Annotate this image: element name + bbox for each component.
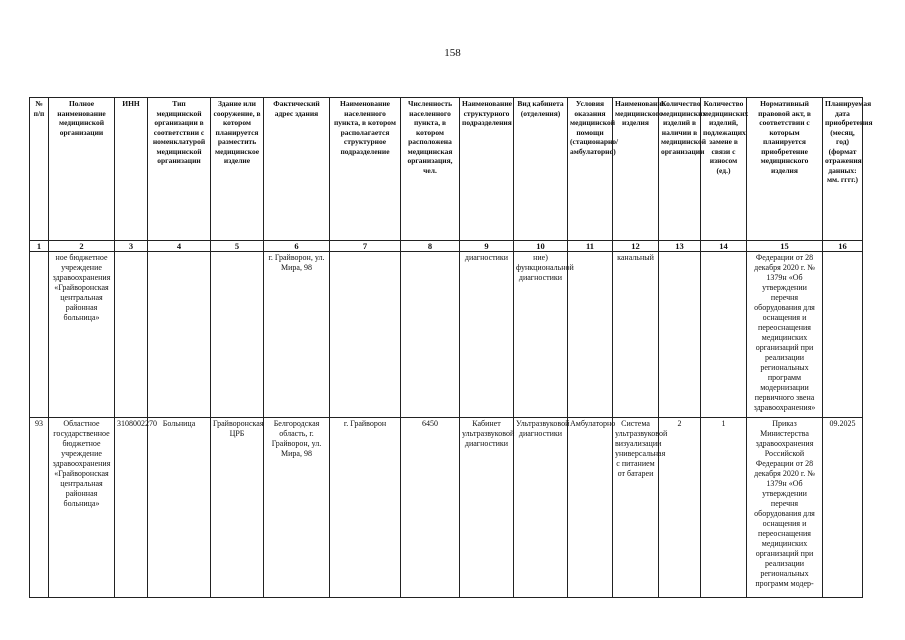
table-cell	[568, 252, 613, 418]
column-number: 1	[30, 241, 49, 252]
table-cell: ное бюджетное учреждение здравоохранения «Грайворонская центральная районная больница»	[49, 252, 115, 418]
table-cell: Система ультразвуковой визуализации универсальная с питанием от батареи	[613, 418, 659, 598]
table-cell: Федерации от 28 декабря 2020 г. № 1379н «Об утверждении перечня оборудования для оснащения и переоснащения медицинских организаций при реализации региональных программ модернизации первичного звена здравоохранения»	[747, 252, 823, 418]
table-cell: 2	[659, 418, 701, 598]
equipment-table	[29, 97, 873, 598]
table-cell: ние) функциональной диагностики	[514, 252, 568, 418]
table-cell	[659, 252, 701, 418]
table-cell	[148, 252, 211, 418]
table-cell	[701, 252, 747, 418]
table-cell: 93	[30, 418, 49, 598]
column-number: 9	[460, 241, 514, 252]
header-cell: № п/п	[30, 98, 49, 241]
header-cell: Количество медицинских изделий в наличии в медицинской организации	[659, 98, 701, 241]
column-number: 16	[823, 241, 863, 252]
table-cell: канальный	[613, 252, 659, 418]
column-number: 11	[568, 241, 613, 252]
table-row	[30, 418, 863, 598]
column-number: 13	[659, 241, 701, 252]
header-cell: Полное наименование медицинской организации	[49, 98, 115, 241]
column-number: 6	[264, 241, 330, 252]
header-cell: ИНН	[115, 98, 148, 241]
table-cell: 09.2025	[823, 418, 863, 598]
header-cell: Планируемая дата приобретения (месяц, год) (формат отражения данных: мм. гггг.)	[823, 98, 863, 241]
column-number: 8	[401, 241, 460, 252]
table-cell: Амбулаторно	[568, 418, 613, 598]
header-cell: Вид кабинета (отделения)	[514, 98, 568, 241]
page-number: 158	[444, 47, 461, 59]
header-cell: Численность населенного пункта, в котором расположена медицинская организация, чел.	[401, 98, 460, 241]
table-row	[30, 252, 863, 418]
table-cell	[211, 252, 264, 418]
table-cell: Областное государственное бюджетное учреждение здравоохранения «Грайворонская центральная районная больница»	[49, 418, 115, 598]
header-cell: Условия оказания медицинской помощи (стационарно/ амбулаторно)	[568, 98, 613, 241]
header-cell: Количество медицинских изделий, подлежащих замене в связи с износом (ед.)	[701, 98, 747, 241]
column-number: 5	[211, 241, 264, 252]
table-cell: Белгородская область, г. Грайворон, ул. Мира, 98	[264, 418, 330, 598]
column-number: 12	[613, 241, 659, 252]
header-cell: Наименование населенного пункта, в котором располагается структурное подразделение	[330, 98, 401, 241]
header-row	[30, 98, 863, 241]
header-cell: Тип медицинской организации в соответствии с номенклатурой медицинской организации	[148, 98, 211, 241]
table-cell	[401, 252, 460, 418]
column-number: 3	[115, 241, 148, 252]
table-cell: Ультразвуковой диагностики	[514, 418, 568, 598]
table-cell	[330, 252, 401, 418]
table-cell	[30, 252, 49, 418]
table-cell: 1	[701, 418, 747, 598]
table-cell: 6450	[401, 418, 460, 598]
table-cell: Кабинет ультразвуковой диагностики	[460, 418, 514, 598]
column-number: 10	[514, 241, 568, 252]
table-cell: 3108002270	[115, 418, 148, 598]
table-cell: диагностики	[460, 252, 514, 418]
table-cell: г. Грайворон, ул. Мира, 98	[264, 252, 330, 418]
table-cell	[115, 252, 148, 418]
column-number: 7	[330, 241, 401, 252]
column-number: 14	[701, 241, 747, 252]
column-number: 4	[148, 241, 211, 252]
table-cell: г. Грайворон	[330, 418, 401, 598]
header-cell: Фактический адрес здания	[264, 98, 330, 241]
header-cell: Здание или сооружение, в котором планируется разместить медицинское изделие	[211, 98, 264, 241]
column-number: 2	[49, 241, 115, 252]
header-cell: Наименование медицинского изделия	[613, 98, 659, 241]
table-cell: Больница	[148, 418, 211, 598]
header-cell: Нормативный правовой акт, в соответствии с которым планируется приобретение медицинского изделия	[747, 98, 823, 241]
table-cell: Приказ Министерства здравоохранения Российской Федерации от 28 декабря 2020 г. № 1379н «Об утверждении перечня оборудования для оснащения и переоснащения медицинских организаций при реализации региональных программ модер-	[747, 418, 823, 598]
table-cell: Грайворонская ЦРБ	[211, 418, 264, 598]
table-cell	[823, 252, 863, 418]
header-cell: Наименование структурного подразделения	[460, 98, 514, 241]
column-number: 15	[747, 241, 823, 252]
column-number-row	[30, 241, 863, 252]
